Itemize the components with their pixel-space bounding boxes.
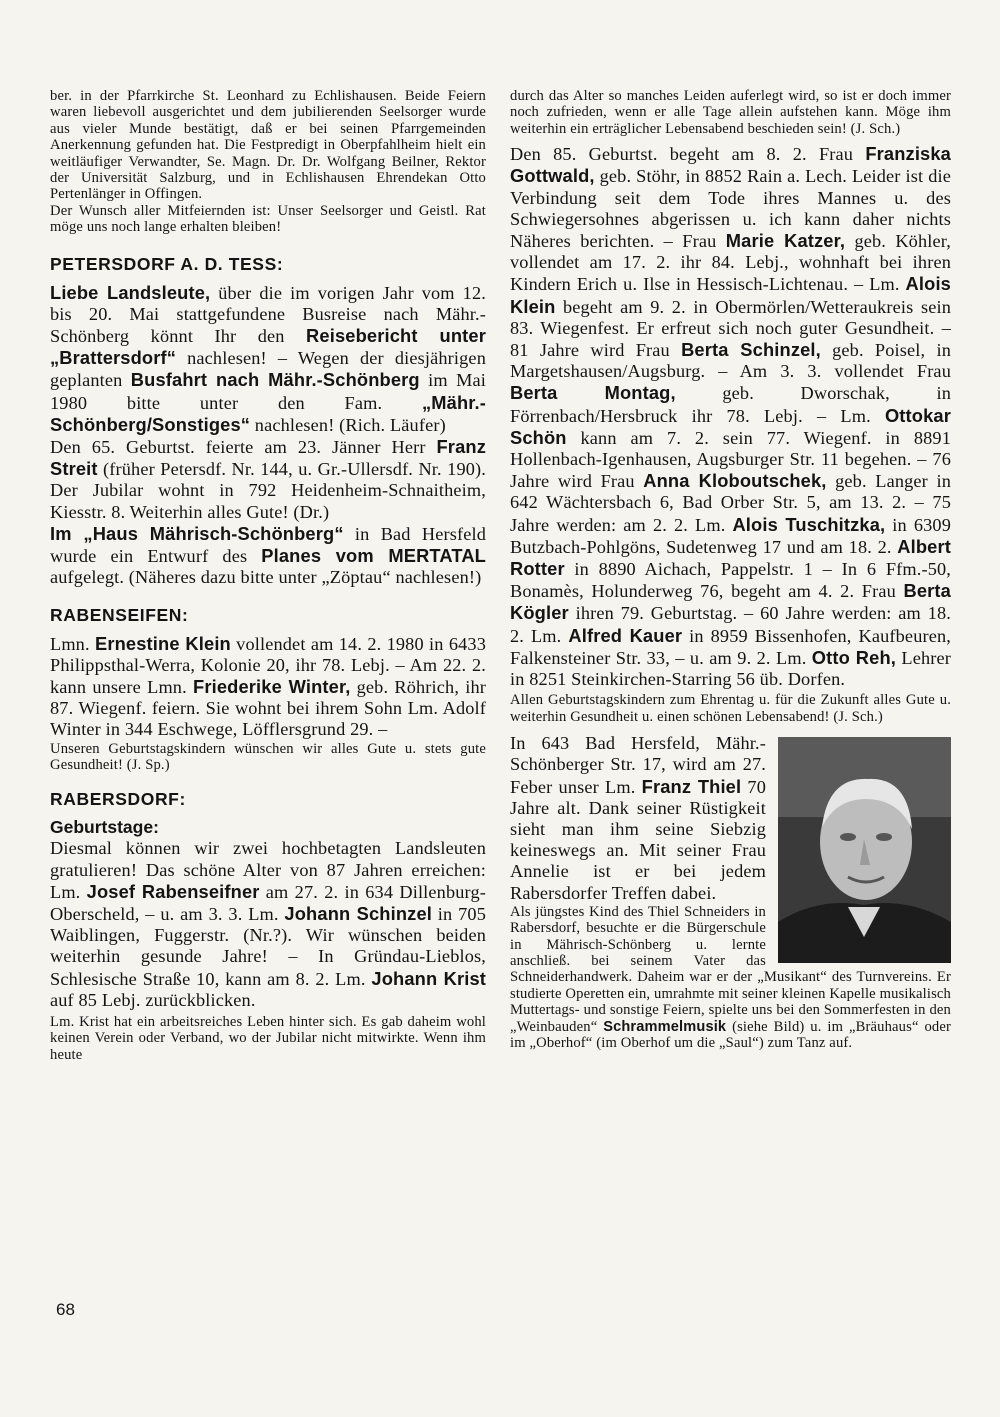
heading-rabenseifen: RABENSEIFEN: [50,604,189,625]
rabersdorf-paragraph: Diesmal können wir zwei hochbetagten Landsleuten gratulieren! Das schöne Alter von 87 Jahren erreichen: Lm. Josef Rabenseifner am 27. 2. in 634 Dillenburg-Oberscheld, – u. am 3. 3. Lm. Johann Schinzel in 705 Waiblingen, Fuggerstr. (Nr.?). Wir wünschen beiden weiterhin gesunde Jahre! – In Gründau-Lieblos, Schlesische Straße 10, kann am 8. 2. Lm. Johann Krist auf 85 Lebj. zurückblicken. [50,838,486,1010]
continuation-paragraph: durch das Alter so manches Leiden auferlegt wird, so ist er doch immer noch zufrieden, wenn er alle Tage allein aufstehen kann. Möge ihm weiterhin ein erträglicher Lebensabend beschieden sein! (J. Sch.) [510,88,951,137]
rabenseifen-paragraph: Lmn. Ernestine Klein vollendet am 14. 2. 1980 in 6433 Philippsthal-Werra, Kolonie 20, ihr 78. Lebj. – Am 22. 2. kann unsere Lmn. Friederike Winter, geb. Röhrich, ihr 87. Wiegenf. feiern. Sie wohnt bei ihrem Sohn Lm. Adolf Winter in 344 Eschwege, Löfflersgrund 29. – [50,632,487,740]
heading-rabersdorf: RABERSDORF: [50,789,186,810]
portrait-photo [778,737,951,963]
birthdays-wish: Allen Geburtstagskindern zum Ehrentag u. für die Zukunft alles Gute u. weiterhin Gesundheit u. einen schönen Lebensabend! (J. Sch.) [510,692,951,725]
petersdorf-paragraph-3: Im „Haus Mährisch-Schönberg“ in Bad Hersfeld wurde ein Entwurf des Planes vom MERTATAL aufgelegt. (Näheres dazu bitte unter „Zöptau“ nachlesen!) [50,522,487,588]
subheading-geburtstage: Geburtstage: [50,817,159,838]
heading-petersdorf: PETERSDORF A. D. TESS: [50,253,284,274]
petersdorf-paragraph-2: Den 65. Geburtst. feierte am 23. Jänner Herr Franz Streit (früher Petersdf. Nr. 144, u. Gr.-Ullersdf. Nr. 190). Der Jubilar wohnt in 792 Heidenheim-Schnaitheim, Kiesstr. 8. Weiterhin alles Gute! (Dr.) [50,436,486,522]
thiel-section [510,733,951,1051]
petersdorf-paragraph-1: Liebe Landsleute, über die im vorigen Jahr vom 12. bis 20. Mai stattgefundene Busreise nach Mähr.-Schönberg könnt Ihr den Reisebericht unter „Brattersdorf“ nachlesen! – Wegen der diesjährigen geplanten Busfahrt nach Mähr.-Schönberg im Mai 1980 bitte unter den Fam. „Mähr.-Schönberg/Sonstiges“ nachlesen! (Rich. Läufer) [50,281,486,435]
thiel-small-paragraph: Als jüngstes Kind des Thiel Schneiders in Rabersdorf, besuchte er die Bürgerschule in Mährisch-Schönberg u. lernte anschließ. bei seinem Vater das Schneiderhandwerk. Daheim war er der „Musikant“ des Turnvereins. Er studierte Operetten ein, umrahmte mit seiner kleinen Kapelle musikalisch Muttertags- und sonstige Feiern, spielte uns bei den Sommerfesten in den „Weinbauden“ Schrammelmusik (siehe Bild) u. im „Bräuhaus“ oder im „Oberhof“ (im Oberhof um die „Saul“) zum Tanz auf. [510,903,951,1051]
thiel-paragraph: In 643 Bad Hersfeld, Mähr.-Schönberger Str. 17, wird am 27. Feber unser Lm. Franz Thiel 70 Jahre alt. Dank seiner Rüstigkeit sieht man ihm seine Siebzig keineswegs an. Mit seiner Frau Annelie ist er bei jedem Rabersdorfer Treffen dabei. [510,733,766,903]
intro-paragraph: ber. in der Pfarrkirche St. Leonhard zu Echlishausen. Beide Feiern waren liebevoll ausgerichtet und dem jubilierenden Seelsorger wurde aus vieler Munde bestätigt, daß er bei seinen Pfarrgemeinden Anerkennung gefunden hat. Die Festpredigt in Oberpfahlheim hielt ein weitläufiger Verwandter, Se. Magn. Dr. Dr. Wolfgang Beilner, Rektor der Universität Salzburg, und in Echlishausen Ehrendekan Otto Pertenlänger in Offingen. [50,88,486,203]
birthdays-paragraph: Den 85. Geburtst. begeht am 8. 2. Frau Franziska Gottwald, geb. Stöhr, in 8852 Rain a. Lech. Leider ist die Verbindung seit dem Tode ihres Mannes u. des Schwiegersohnes abgerissen u. ich kann daher nichts Näheres berichten. – Frau Marie Katzer, geb. Köhler, vollendet am 17. 2. ihr 84. Lebj., wohnhaft bei ihren Kindern Erich u. Ilse in Hessisch-Lichtenau. – Lm. Alois Klein begeht am 9. 2. in Obermörlen/Wetteraukreis sein 83. Wiegenfest. Er erfreut sich noch guter Gesundheit. – 81 Jahre wird Frau Berta Schinzel, geb. Poisel, in Margetshausen/Augsburg. – Am 3. 3. vollendet Frau Berta Montag, geb. Dworschak, in Förrenbach/Hersbruck ihr 78. Lebj. – Lm. Ottokar Schön kann am 7. 2. sein 77. Wiegenf. in 8891 Hollenbach-Igenhausen, Augsburger Str. 11 begehen. – 76 Jahre wird Frau Anna Kloboutschek, geb. Langer in 642 Wächtersbach 6, Bad Orber Str. 5, am 13. 2. – 75 Jahre werden: am 2. 2. Lm. Alois Tuschitzka, in 6309 Butzbach-Pohlgöns, Sudetenweg 17 und am 18. 2. Albert Rotter in 8890 Aichach, Pappelstr. 1 – In 6 Ffm.-50, Bonamès, Holunderweg 76, begeht am 4. 2. Frau Berta Kögler ihren 79. Geburtstag. – 60 Jahre werden: am 18. 2. Lm. Alfred Kauer in 8959 Bissenhofen, Kaufbeuren, Falkensteiner Str. 33, – u. am 9. 2. Lm. Otto Reh, Lehrer in 8251 Steinkirchen-Starring 56 üb. Dorfen. [510,143,952,690]
right-column [510,88,951,1051]
page-number: 68 [56,1300,75,1319]
left-column [50,88,486,1063]
rabenseifen-wish: Unseren Geburtstagskindern wünschen wir alles Gute u. stets gute Gesundheit! (J. Sp.) [50,740,486,773]
rabersdorf-small-paragraph: Lm. Krist hat ein arbeitsreiches Leben hinter sich. Es gab daheim wohl keinen Verein oder Verband, wo der Jubilar nicht mitwirkte. Wenn ihm heute [50,1013,486,1063]
wish-paragraph: Der Wunsch aller Mitfeiernden ist: Unser Seelsorger und Geistl. Rat möge uns noch lange erhalten bleiben! [50,202,486,236]
portrait-image [778,737,951,963]
